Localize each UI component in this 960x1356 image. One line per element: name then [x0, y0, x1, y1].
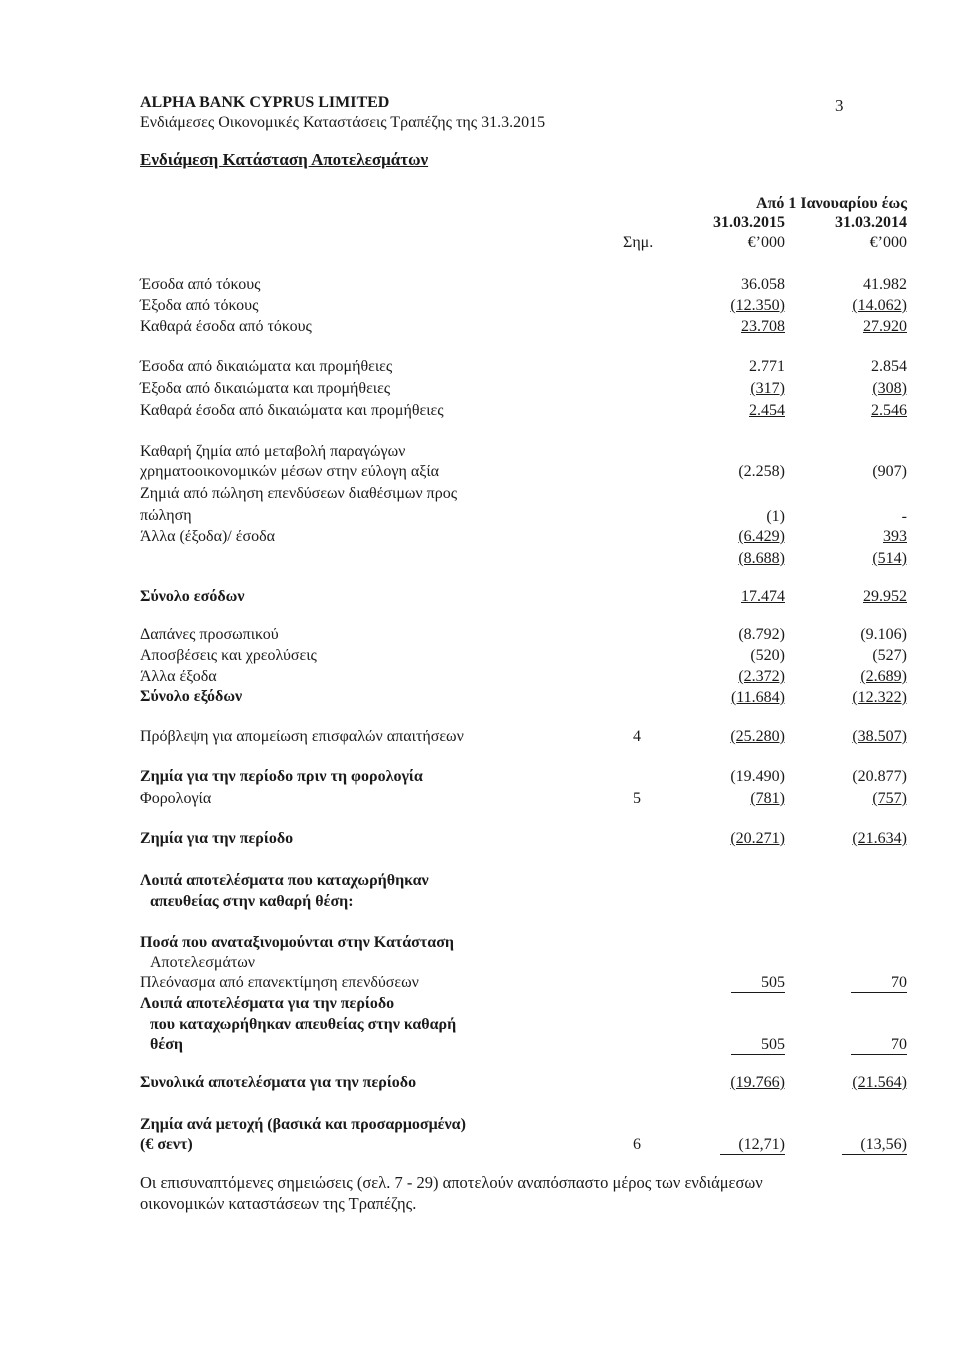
- impairment-label: Πρόβλεψη για απομείωση επισφαλών απαιτήσεων: [140, 728, 464, 745]
- impairment-note: 4: [633, 728, 641, 745]
- unit-2015: €’000: [747, 234, 785, 251]
- interest-expense-label: Έξοδα από τόκους: [140, 297, 259, 314]
- impairment-2014: (38.507): [852, 728, 907, 745]
- total-expenses-2014: (12.322): [852, 689, 907, 706]
- fee-income-label: Έσοδα από δικαιώματα και προμήθειες: [140, 358, 393, 375]
- fee-expense-2014: (308): [872, 380, 907, 397]
- page-number: 3: [835, 96, 844, 115]
- unit-2014: €’000: [869, 234, 907, 251]
- total-income-2015: 17.474: [741, 588, 785, 605]
- eps-2014-wrap: [842, 1136, 907, 1155]
- interest-income-2015: 36.058: [741, 276, 785, 293]
- loss-period-2014: (21.634): [852, 830, 907, 847]
- company-name: ALPHA BANK CYPRUS LIMITED: [140, 94, 390, 111]
- footer-note-line2: οικονομικών καταστάσεων της Τραπέζης.: [140, 1194, 417, 1213]
- column-date-2015: 31.03.2015: [713, 214, 785, 231]
- statement-title: Ενδιάμεση Κατάσταση Αποτελεσμάτων: [140, 150, 429, 169]
- depreciation-2014: (527): [872, 647, 907, 664]
- document-subtitle: Ενδιάμεσες Οικονομικές Καταστάσεις Τραπέζης της 31.3.2015: [140, 114, 546, 131]
- footer-note-line1: Οι επισυναπτόμενες σημειώσεις (σελ. 7 - 29) αποτελούν αναπόσπαστο μέρος των ενδιάμεσων: [140, 1173, 763, 1192]
- net-interest-label: Καθαρά έσοδα από τόκους: [140, 318, 312, 335]
- total-expenses-label: Σύνολο εξόδων: [140, 688, 243, 705]
- other-expenses-2015: (2.372): [738, 668, 785, 685]
- fee-expense-2015: (317): [750, 380, 785, 397]
- tax-label: Φορολογία: [140, 790, 212, 807]
- interest-expense-2014: (14.062): [852, 297, 907, 314]
- oci-period-2014: 70: [851, 1036, 907, 1055]
- loss-period-label: Ζημία για την περίοδο: [140, 830, 294, 847]
- net-interest-2014: 27.920: [863, 318, 907, 335]
- derivatives-label-line2: χρηματοοικονομικών μέσων στην εύλογη αξία: [140, 463, 440, 480]
- other-2014: 393: [883, 528, 907, 545]
- reclass-title-line2: Αποτελεσμάτων: [150, 954, 256, 971]
- column-date-2014: 31.03.2014: [835, 214, 907, 231]
- net-interest-2015: 23.708: [741, 318, 785, 335]
- afs-2015: (1): [766, 508, 785, 525]
- revaluation-label: Πλεόνασμα από επανεκτίμηση επενδύσεων: [140, 974, 419, 991]
- eps-note: 6: [633, 1136, 641, 1153]
- reclass-title-line1: Ποσά που αναταξινομούνται στην Κατάσταση: [140, 934, 454, 951]
- tax-2015: (781): [750, 790, 785, 807]
- loss-before-tax-2014: (20.877): [852, 768, 907, 785]
- fee-income-2015: 2.771: [749, 358, 785, 375]
- period-header: Από 1 Ιανουαρίου έως: [756, 195, 907, 212]
- eps-2014: (13,56): [842, 1136, 907, 1155]
- afs-label-line1: Ζημιά από πώληση επενδύσεων διαθέσιμων προς: [140, 485, 458, 502]
- loss-before-tax-label: Ζημία για την περίοδο πριν τη φορολογία: [140, 768, 423, 785]
- oci-period-2014-wrap: [851, 1036, 907, 1055]
- eps-label-line2: (€ σεντ): [140, 1136, 193, 1153]
- derivatives-2015: (2.258): [738, 463, 785, 480]
- eps-label-line1: Ζημία ανά μετοχή (βασικά και προσαρμοσμένα): [140, 1116, 466, 1133]
- tax-note: 5: [633, 790, 641, 807]
- fee-expense-label: Έξοδα από δικαιώματα και προμήθειες: [140, 380, 391, 397]
- total-comprehensive-label: Συνολικά αποτελέσματα για την περίοδο: [140, 1074, 417, 1091]
- other-expenses-label: Άλλα έξοδα: [140, 668, 217, 685]
- other-subtotal-2015: (8.688): [738, 550, 785, 567]
- eps-2015: (12,71): [720, 1136, 785, 1155]
- depreciation-label: Αποσβέσεις και χρεολύσεις: [140, 647, 317, 664]
- tax-2014: (757): [872, 790, 907, 807]
- staff-costs-2015: (8.792): [738, 626, 785, 643]
- staff-costs-label: Δαπάνες προσωπικού: [140, 626, 279, 643]
- revaluation-2015-wrap: [731, 974, 785, 993]
- other-2015: (6.429): [738, 528, 785, 545]
- interest-expense-2015: (12.350): [730, 297, 785, 314]
- note-column-header: Σημ.: [623, 234, 654, 251]
- total-comprehensive-2014: (21.564): [852, 1074, 907, 1091]
- impairment-2015: (25.280): [730, 728, 785, 745]
- net-fee-2015: 2.454: [749, 402, 785, 419]
- staff-costs-2014: (9.106): [860, 626, 907, 643]
- net-fee-label: Καθαρά έσοδα από δικαιώματα και προμήθειες: [140, 402, 444, 419]
- other-expenses-2014: (2.689): [860, 668, 907, 685]
- oci-title-line2: απευθείας στην καθαρή θέση:: [150, 893, 354, 910]
- oci-period-line3: θέση: [150, 1036, 183, 1053]
- total-expenses-2015: (11.684): [730, 689, 785, 706]
- afs-2014: -: [901, 508, 907, 525]
- depreciation-2015: (520): [750, 647, 785, 664]
- derivatives-label-line1: Καθαρή ζημία από μεταβολή παραγώγων: [140, 443, 406, 460]
- eps-2015-wrap: [720, 1136, 785, 1155]
- total-income-2014: 29.952: [863, 588, 907, 605]
- revaluation-2015: 505: [731, 974, 785, 993]
- other-subtotal-2014: (514): [872, 550, 907, 567]
- derivatives-2014: (907): [872, 463, 907, 480]
- total-income-label: Σύνολο εσόδων: [140, 588, 245, 605]
- total-comprehensive-2015: (19.766): [730, 1074, 785, 1091]
- loss-period-2015: (20.271): [730, 830, 785, 847]
- oci-period-line1: Λοιπά αποτελέσματα για την περίοδο: [140, 995, 395, 1012]
- net-fee-2014: 2.546: [871, 402, 907, 419]
- fee-income-2014: 2.854: [871, 358, 907, 375]
- interest-income-2014: 41.982: [863, 276, 907, 293]
- loss-before-tax-2015: (19.490): [730, 768, 785, 785]
- oci-title-line1: Λοιπά αποτελέσματα που καταχωρήθηκαν: [140, 872, 429, 889]
- revaluation-2014-wrap: [851, 974, 907, 993]
- oci-period-2015-wrap: [731, 1036, 785, 1055]
- oci-period-line2: που καταχωρήθηκαν απευθείας στην καθαρή: [150, 1016, 457, 1033]
- other-label: Άλλα (έξοδα)/ έσοδα: [140, 528, 275, 545]
- oci-period-2015: 505: [731, 1036, 785, 1055]
- revaluation-2014: 70: [851, 974, 907, 993]
- interest-income-label: Έσοδα από τόκους: [140, 276, 261, 293]
- afs-label-line2: πώληση: [140, 507, 192, 524]
